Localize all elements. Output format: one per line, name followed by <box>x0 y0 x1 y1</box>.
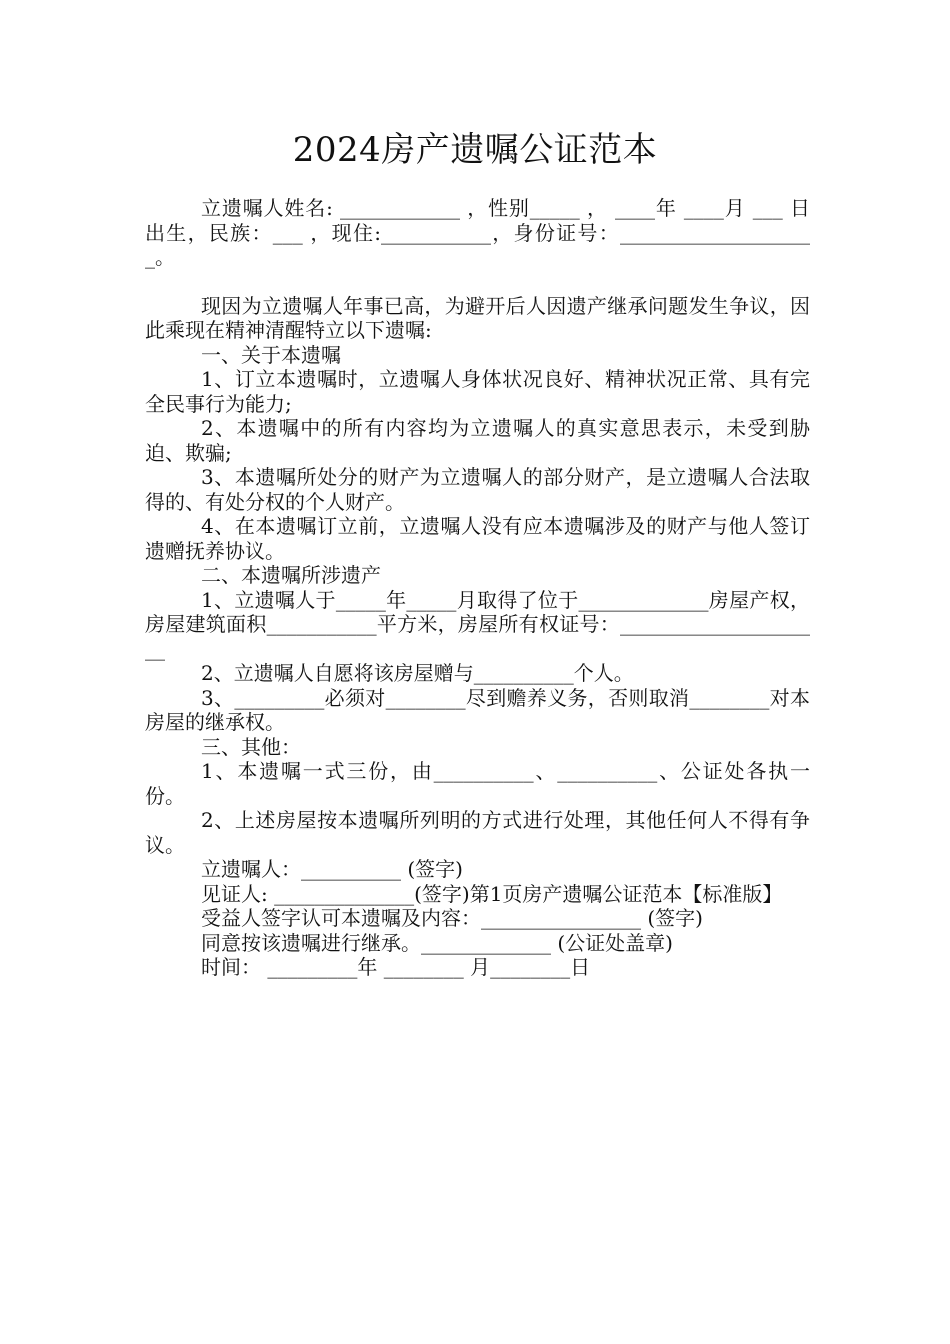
beneficiary-signature-line: 受益人签字认可本遗嘱及内容：________________ (签字) <box>201 906 703 930</box>
testator-signature-line: 立遗嘱人：__________ (签字) <box>201 857 463 881</box>
section-heading-1: 一、关于本遗嘱 <box>201 342 341 367</box>
section-3-item-1: 1、本遗嘱一式三份，由__________、__________、公证处各执一份。 <box>145 759 810 808</box>
intro-paragraph: 现因为立遗嘱人年事已高，为避开后人因遗产继承问题发生争议，因此乘现在精神清醒特立以下遗嘱: <box>145 293 810 342</box>
section-heading-3: 三、其他： <box>201 734 301 759</box>
section-1-item-2: 2、本遗嘱中的所有内容均为立遗嘱人的真实意思表示，未受到胁迫、欺骗; <box>145 416 810 465</box>
section-1-item-1: 1、订立本遗嘱时，立遗嘱人身体状况良好、精神状况正常、具有完全民事行为能力; <box>145 367 810 416</box>
section-2-item-2: 2、立遗嘱人自愿将该房屋赠与__________个人。 <box>201 661 634 685</box>
section-1-item-4: 4、在本遗嘱订立前，立遗嘱人没有应本遗嘱涉及的财产与他人签订遗赠抚养协议。 <box>145 514 810 563</box>
section-3-item-2: 2、上述房屋按本遗嘱所列明的方式进行处理，其他任何人不得有争议。 <box>145 808 810 857</box>
notary-seal-line: 同意按该遗嘱进行继承。_____________ (公证处盖章) <box>201 930 673 955</box>
section-2-item-3: 3、_________必须对________尽到赡养义务，否则取消________对本房屋的继承权。 <box>145 685 810 734</box>
testator-info-paragraph: 立遗嘱人姓名: ____________ ，性别_____ ， ____年 ____月 ___ 日出生，民族：___ ，现住:___________，身份证号：____________________。 <box>145 196 810 269</box>
document-title: 2024房产遗嘱公证范本 <box>292 130 658 170</box>
date-line: 时间： _________年 ________ 月________日 <box>201 955 591 979</box>
section-heading-2: 二、本遗嘱所涉遗产 <box>201 563 381 587</box>
paragraph-gap <box>145 270 810 294</box>
document-body <box>145 196 810 980</box>
section-1-item-3: 3、本遗嘱所处分的财产为立遗嘱人的部分财产，是立遗嘱人合法取得的、有处分权的个人财产。 <box>145 465 810 514</box>
section-2-item-1: 1、立遗嘱人于_____年_____月取得了位于_____________房屋产权，房屋建筑面积___________平方米，房屋所有权证号：_____________________ <box>145 587 810 661</box>
witness-signature-line: 见证人: ______________(签字)第1页房产遗嘱公证范本【标准版】 <box>201 881 783 906</box>
